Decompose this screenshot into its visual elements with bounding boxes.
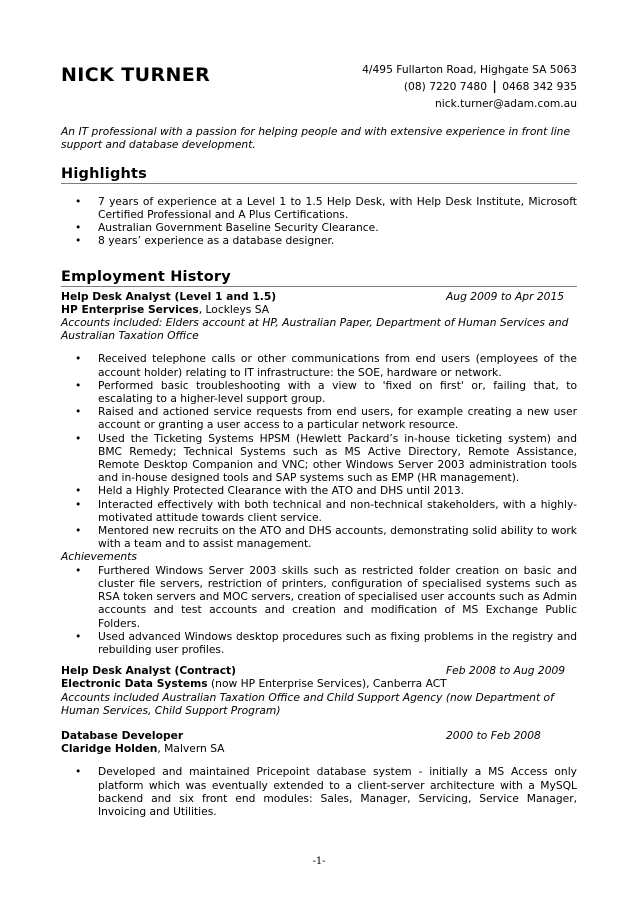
highlight-item: • Australian Government Baseline Security Clearance. <box>61 221 577 234</box>
phone-line <box>362 78 577 95</box>
achievement-item: • Used advanced Windows desktop procedures such as fixing problems in the registry and rebuilding user profiles. <box>61 630 577 656</box>
highlight-item: • 8 years’ experience as a database designer. <box>61 234 577 247</box>
company-name: Claridge Holden <box>61 742 158 756</box>
resume-body <box>61 125 577 818</box>
highlight-item: • 7 years of experience at a Level 1 to 1.5 Help Desk, with Help Desk Institute, Microsoft Certified Professional and A Plus Certifications. <box>61 195 577 221</box>
duty-item: • Used the Ticketing Systems HPSM (Hewlett Packard’s in-house ticketing system) and BMC Remedy; Technical Systems such as MS Active Directory, Remote Assistance, Remote Desktop Companion and VNC; other Windows Server 2003 administration tools and in-house designed tools and SAP systems such as EMP (HR management). <box>61 432 577 485</box>
job-dates: Aug 2009 to Apr 2015 <box>446 289 565 303</box>
duty-item: • Held a Highly Protected Clearance with the ATO and DHS until 2013. <box>61 484 577 497</box>
company-location: , Malvern SA <box>157 742 225 756</box>
job-accounts: Accounts included Australian Taxation Office and Child Support Agency (now Department of Human Services, Child Support Program) <box>61 690 554 717</box>
achievement-item: • Furthered Windows Server 2003 skills such as restricted folder creation on basic and cluster file servers, restriction of printers, configuration of specialised systems such as RSA token servers and MOC servers, creation of specialised user accounts such as Admin accounts and test accounts and creation and modification of MS Exchange Public Folders. <box>61 564 577 630</box>
phone-mobile: 0468 342 935 <box>502 80 577 93</box>
job-dates: Feb 2008 to Aug 2009 <box>446 664 566 678</box>
candidate-name: NICK TURNER <box>61 64 211 86</box>
job-company-line <box>61 303 577 316</box>
job-company-line <box>61 677 577 690</box>
achievements-label: Achievements <box>61 550 137 564</box>
duty-item: • Performed basic troubleshooting with a view to 'fixed on first' or, failing that, to escalating to a higher-level support group. <box>61 379 577 405</box>
highlights-list <box>61 195 577 248</box>
job-header <box>61 729 577 742</box>
email-address[interactable]: nick.turner@adam.com.au <box>434 97 577 110</box>
duty-item: • Developed and maintained Pricepoint database system - initially a MS Access only platform which was eventually extended to a client-server architecture with a MySQL backend and six front end modules: Sales, Manager, Servicing, Service Manager, Invoicing and Utilities. <box>61 765 577 818</box>
job-entry <box>61 664 577 717</box>
job-company-line <box>61 742 577 755</box>
company-location: (now HP Enterprise Services), Canberra ACT <box>207 677 447 691</box>
employment-heading: Employment History <box>61 271 577 286</box>
duty-item: • Raised and actioned service requests from end users, for example creating a new user account or granting a user access to a particular network resource. <box>61 405 577 431</box>
phone-landline: (08) 7220 7480 <box>403 80 487 93</box>
phone-separator: | <box>492 79 497 93</box>
company-location: , Lockleys SA <box>198 302 270 316</box>
job-entry <box>61 729 577 818</box>
job-entry <box>61 290 577 656</box>
duty-item: • Interacted effectively with both technical and non-technical stakeholders, with a highly-motivated attitude towards client service. <box>61 498 577 524</box>
intro-summary: An IT professional with a passion for helping people and with extensive experience in front line support and database development. <box>61 125 571 152</box>
job-duties-list <box>61 352 577 550</box>
job-title: Help Desk Analyst (Level 1 and 1.5) <box>61 289 277 303</box>
job-title: Database Developer <box>61 728 184 742</box>
job-duties-list <box>61 765 577 818</box>
duty-item: • Received telephone calls or other communications from end users (employees of the account holder) relating to IT infrastructure: the SOE, hardware or network. <box>61 352 577 378</box>
page-number: -1- <box>312 856 326 867</box>
job-header <box>61 290 577 303</box>
street-address: 4/495 Fullarton Road, Highgate SA 5063 <box>362 63 577 76</box>
job-title: Help Desk Analyst (Contract) <box>61 664 237 678</box>
job-accounts: Accounts included: Elders account at HP, Australian Paper, Department of Human Services and Australian Taxation Office <box>61 316 569 343</box>
company-name: HP Enterprise Services <box>61 302 199 316</box>
job-header <box>61 664 577 677</box>
achievements-list <box>61 564 577 656</box>
job-dates: 2000 to Feb 2008 <box>446 728 541 742</box>
highlights-heading: Highlights <box>61 168 577 183</box>
company-name: Electronic Data Systems <box>61 677 208 691</box>
contact-block <box>362 61 577 112</box>
duty-item: • Mentored new recruits on the ATO and DHS accounts, demonstrating solid ability to work with a team and to assist management. <box>61 524 577 550</box>
